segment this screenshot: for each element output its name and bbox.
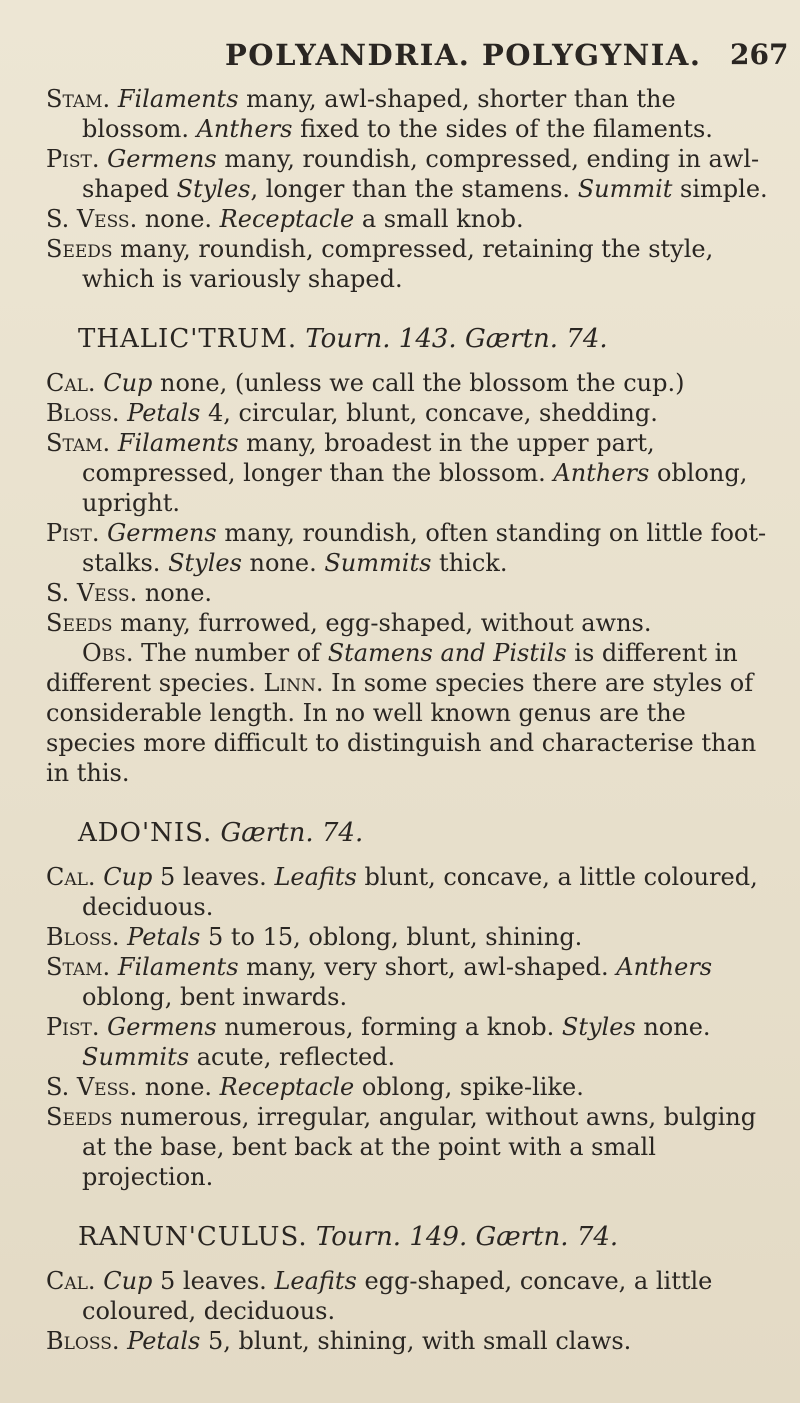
observation-entry: [46, 638, 776, 788]
term: Filaments: [117, 85, 239, 113]
genus-reference: Gærtn. 74.: [220, 818, 364, 848]
seed-vessel-entry: [46, 1072, 776, 1102]
term: Cup: [103, 369, 153, 397]
entry-text: acute, reflected.: [189, 1043, 396, 1071]
term: Anthers: [616, 953, 713, 981]
calyx-entry: [46, 368, 776, 398]
entry-label: Cal.: [46, 369, 96, 397]
entry-label: Pist.: [46, 1013, 100, 1041]
term: Styles: [168, 549, 242, 577]
term: Filaments: [117, 953, 239, 981]
genus-reference: Tourn. 149. Gærtn. 74.: [315, 1222, 619, 1252]
entry-text: 5 leaves.: [152, 1267, 275, 1295]
genus-heading-adonis: [78, 818, 776, 848]
term: Germens: [107, 1013, 217, 1041]
genus-heading-ranunculus: [78, 1222, 776, 1252]
entry-label: Cal.: [46, 1267, 96, 1295]
blossom-entry: [46, 922, 776, 952]
entry-label: Seeds: [46, 1103, 113, 1131]
entry-label: Bloss.: [46, 399, 120, 427]
page-header: [0, 38, 800, 78]
genus-name: THALIC'TRUM.: [78, 324, 298, 354]
term: Summit: [577, 175, 673, 203]
entry-text: numerous, forming a knob.: [216, 1013, 562, 1041]
stamens-entry: [46, 952, 776, 1012]
entry-label: Seeds: [46, 235, 113, 263]
pistils-entry: [46, 518, 776, 578]
entry-text: many, roundish, compressed, ending in awl-shaped: [82, 145, 760, 203]
seeds-entry: [46, 234, 776, 294]
pistils-entry: [46, 144, 776, 204]
entry-text: many, awl-shaped, shorter than the blossom.: [82, 85, 676, 143]
entry-text: 5 to 15, oblong, blunt, shining.: [200, 923, 583, 951]
entry-text: none.: [137, 1073, 220, 1101]
page-number: 267: [730, 38, 789, 71]
entry-text: The number of: [133, 639, 328, 667]
term: Cup: [103, 1267, 153, 1295]
term: Filaments: [117, 429, 239, 457]
entry-text: many, broadest in the upper part, compressed, longer than the blossom.: [82, 429, 655, 487]
stamens-entry: [46, 428, 776, 518]
term: Petals: [127, 399, 201, 427]
entry-label: S. Vess.: [46, 579, 138, 607]
entry-label: Cal.: [46, 863, 96, 891]
entry-text: thick.: [431, 549, 508, 577]
entry-label: Obs.: [82, 639, 134, 667]
seed-vessel-entry: [46, 204, 776, 234]
entry-label: Bloss.: [46, 1327, 120, 1355]
entry-text: oblong, bent inwards.: [82, 983, 348, 1011]
entry-text: a small knob.: [354, 205, 524, 233]
entry-text: In some species there are styles of considerable length. In no well known genus are the species more difficult to distinguish and characterise than in this.: [46, 669, 757, 787]
genus-heading-thalictrum: [78, 324, 776, 354]
entry-text: oblong, spike-like.: [354, 1073, 584, 1101]
term: Summits: [324, 549, 432, 577]
stamens-entry: [46, 84, 776, 144]
entry-text: is different in different species.: [46, 639, 738, 697]
genus-reference: Tourn. 143. Gærtn. 74.: [305, 324, 608, 354]
term: Germens: [107, 519, 217, 547]
term: Styles: [176, 175, 251, 203]
calyx-entry: [46, 862, 776, 922]
term: Petals: [127, 1327, 201, 1355]
author-citation: Linn.: [263, 669, 324, 697]
term: Styles: [561, 1013, 636, 1041]
entry-text: oblong, upright.: [82, 459, 748, 517]
entry-label: Seeds: [46, 609, 113, 637]
term: Summits: [82, 1043, 190, 1071]
entry-text: none.: [635, 1013, 711, 1041]
entry-text: fixed to the sides of the filaments.: [292, 115, 713, 143]
entry-text: none, (unless we call the blossom the cup.): [152, 369, 685, 397]
pistils-entry: [46, 1012, 776, 1072]
seeds-entry: [46, 1102, 776, 1192]
blossom-entry: [46, 398, 776, 428]
entry-label: S. Vess.: [46, 205, 138, 233]
entry-text: many, very short, awl-shaped.: [238, 953, 617, 981]
term: Anthers: [196, 115, 293, 143]
term: Anthers: [553, 459, 650, 487]
entry-text: simple.: [672, 175, 768, 203]
entry-text: 5, blunt, shining, with small claws.: [200, 1327, 632, 1355]
seed-vessel-entry: [46, 578, 776, 608]
entry-label: S. Vess.: [46, 1073, 138, 1101]
entry-text: , longer than the stamens.: [250, 175, 578, 203]
running-head: POLYANDRIA. POLYGYNIA.: [225, 38, 702, 72]
entry-text: none.: [137, 579, 213, 607]
term: Leafits: [274, 863, 357, 891]
entry-label: Stam.: [46, 429, 111, 457]
term: Stamens and Pistils: [327, 639, 567, 667]
genus-name: ADO'NIS.: [78, 818, 213, 848]
entry-label: Pist.: [46, 519, 100, 547]
calyx-entry: [46, 1266, 776, 1326]
seeds-entry: [46, 608, 776, 638]
term: Leafits: [274, 1267, 357, 1295]
term: Germens: [107, 145, 217, 173]
entry-text: many, roundish, compressed, retaining the style, which is variously shaped.: [82, 235, 714, 293]
entry-text: egg-shaped, concave, a little coloured, deciduous.: [82, 1267, 713, 1325]
entry-label: Stam.: [46, 85, 111, 113]
entry-text: none.: [241, 549, 325, 577]
entry-text: numerous, irregular, angular, without awns, bulging at the base, bent back at the point with a small projection.: [82, 1103, 757, 1191]
entry-text: many, furrowed, egg-shaped, without awns.: [112, 609, 652, 637]
page-body: [46, 84, 776, 1356]
term: Petals: [127, 923, 201, 951]
entry-text: none.: [137, 205, 220, 233]
entry-label: Pist.: [46, 145, 100, 173]
entry-text: 5 leaves.: [152, 863, 275, 891]
genus-name: RANUN'CULUS.: [78, 1222, 308, 1252]
entry-text: 4, circular, blunt, concave, shedding.: [200, 399, 658, 427]
entry-label: Bloss.: [46, 923, 120, 951]
blossom-entry: [46, 1326, 776, 1356]
term: Receptacle: [219, 1073, 355, 1101]
term: Receptacle: [219, 205, 355, 233]
entry-label: Stam.: [46, 953, 111, 981]
entry-text: many, roundish, often standing on little foot-stalks.: [82, 519, 767, 577]
entry-text: blunt, concave, a little coloured, deciduous.: [82, 863, 758, 921]
term: Cup: [103, 863, 153, 891]
